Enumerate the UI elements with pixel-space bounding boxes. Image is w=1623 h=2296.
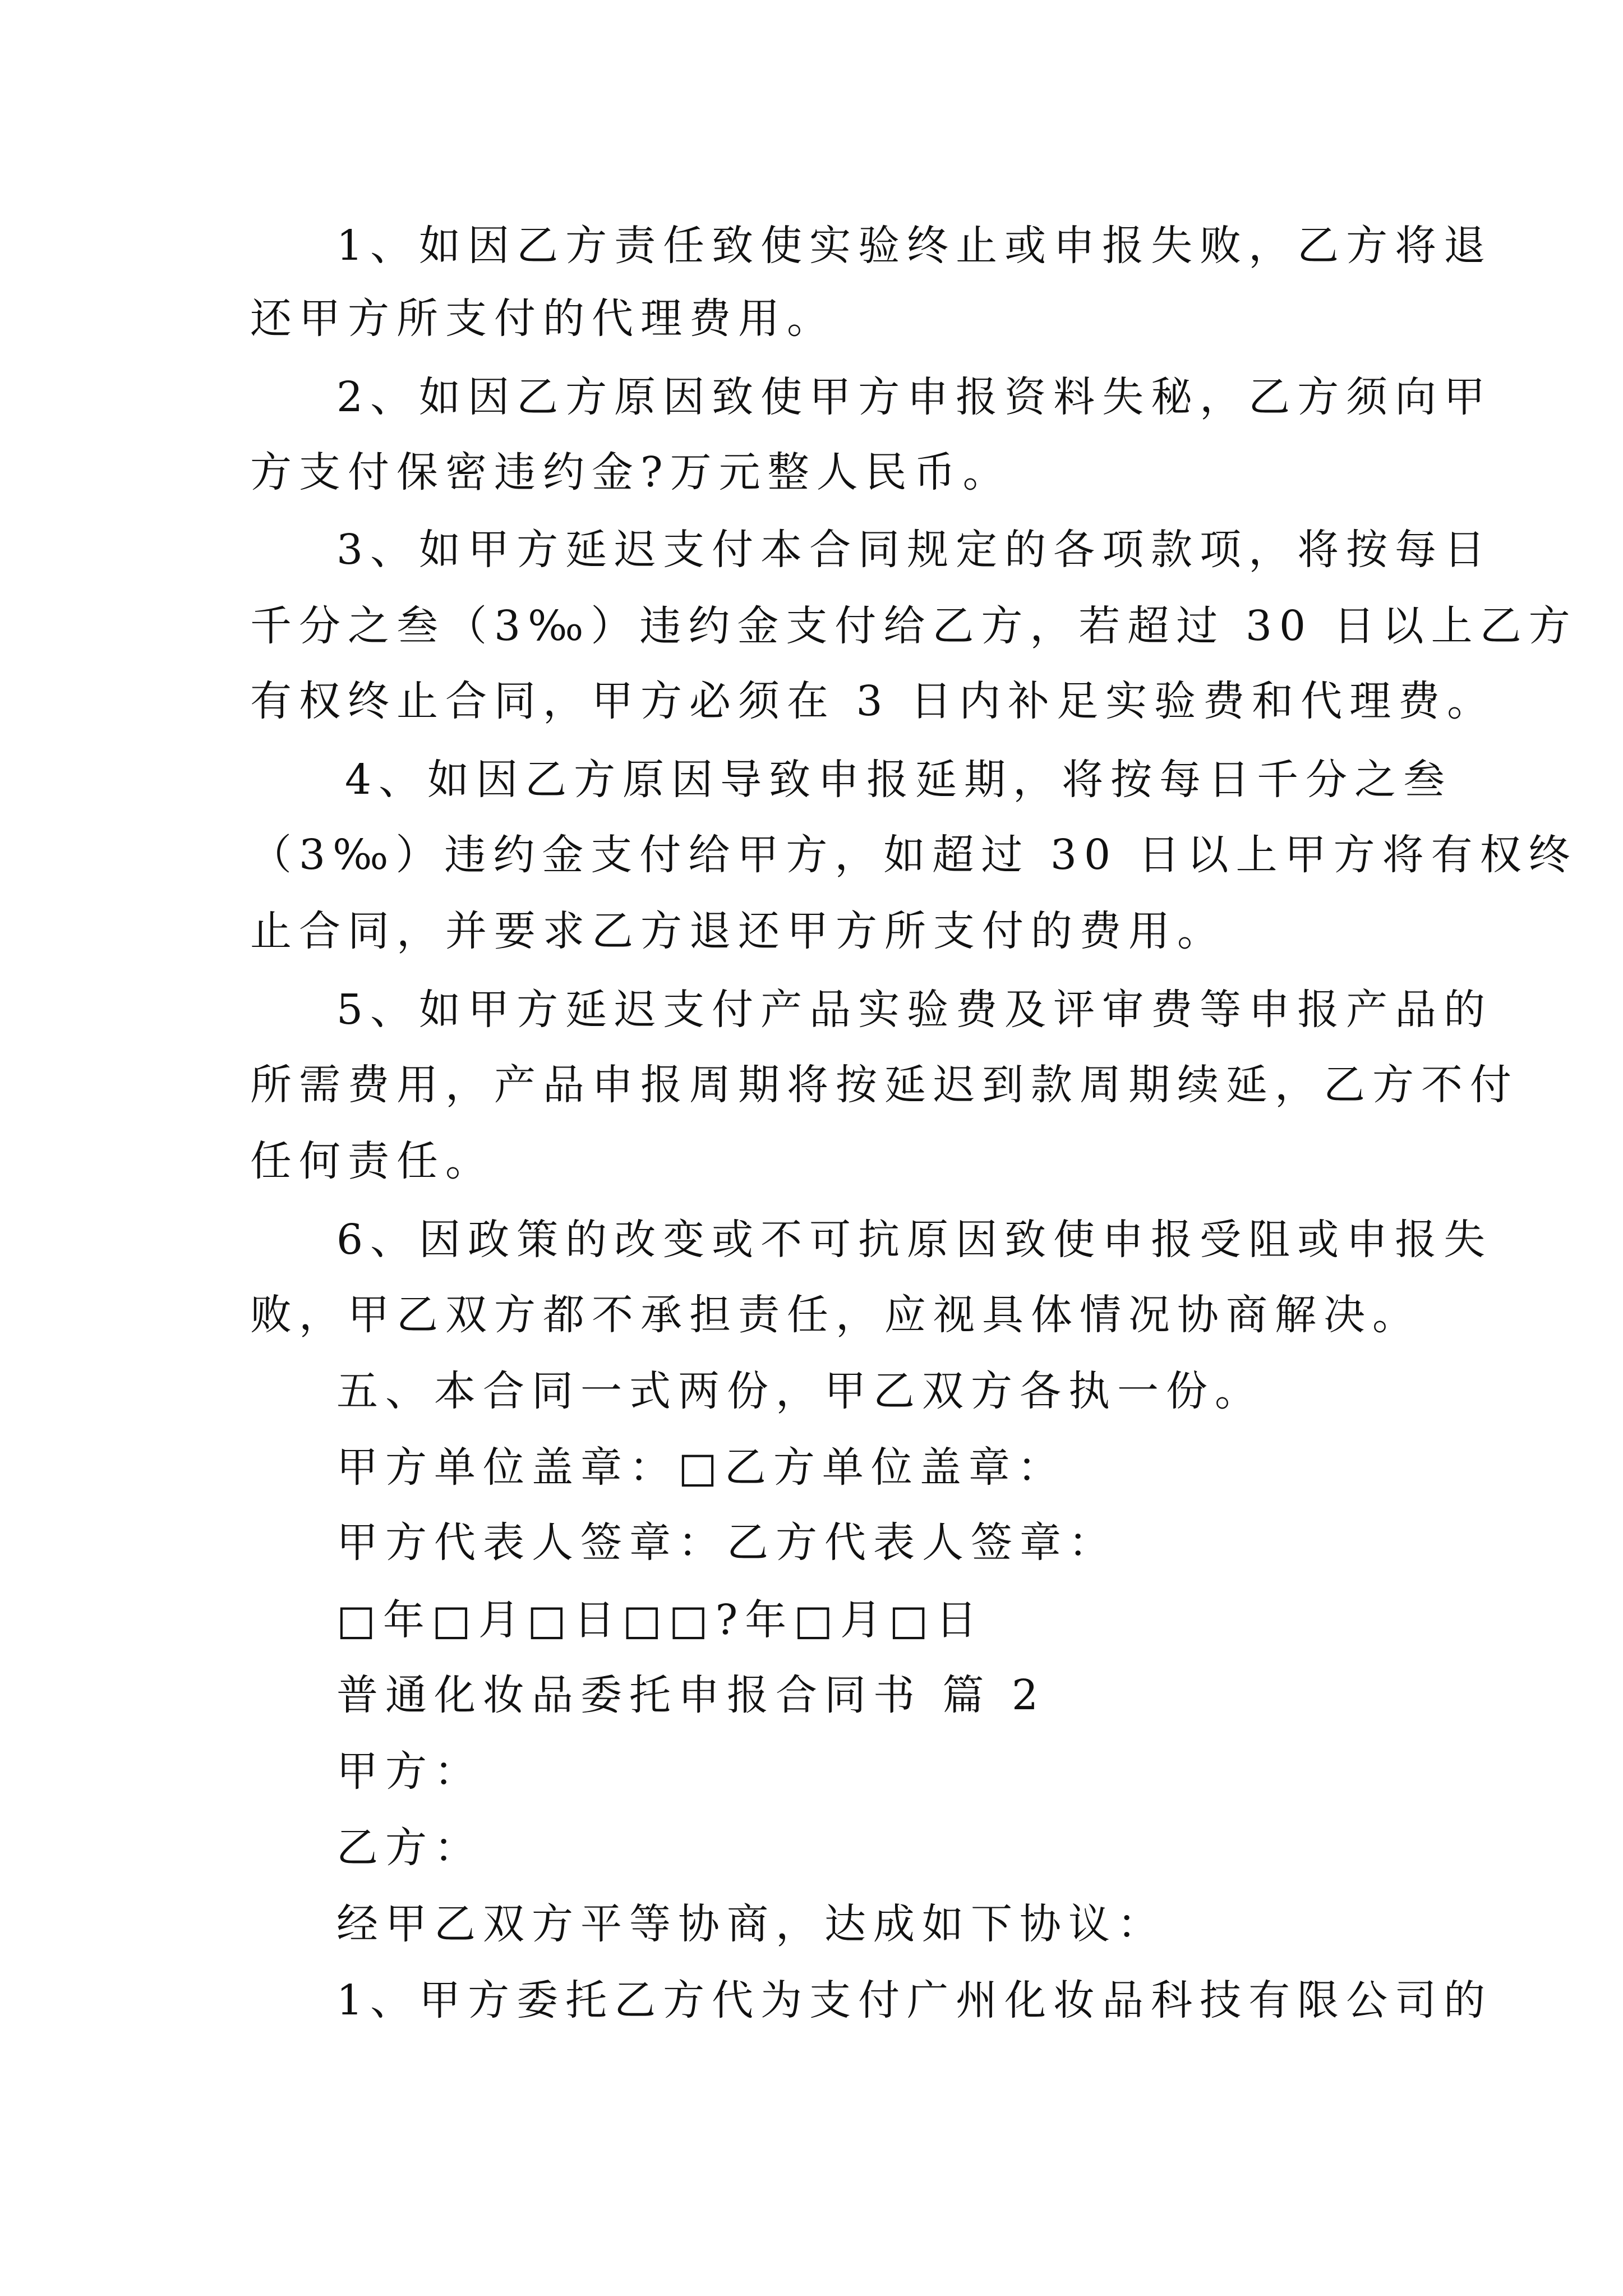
clause-4-line-2: （3‰）违约金支付给甲方，如超过 30 日以上甲方将有权终 bbox=[250, 831, 1578, 879]
seal-line: 甲方单位盖章：□乙方单位盖章： bbox=[336, 1443, 1066, 1492]
clause-5-line-1: 5、如甲方延迟支付产品实验费及评审费等申报产品的 bbox=[336, 986, 1493, 1034]
clause-3-line-2: 千分之叁（3‰）违约金支付给乙方，若超过 30 日以上乙方 bbox=[250, 602, 1578, 650]
clause-4-line-1: 4、如因乙方原因导致申报延期，将按每日千分之叁 bbox=[345, 756, 1453, 804]
clause-3-line-1: 3、如甲方延迟支付本合同规定的各项款项，将按每日 bbox=[336, 526, 1493, 574]
signature-line: 甲方代表人签章：乙方代表人签章： bbox=[336, 1519, 1117, 1567]
clause-4-line-3: 止合同，并要求乙方退还甲方所支付的费用。 bbox=[250, 907, 1226, 955]
agreement-intro: 经甲乙双方平等协商，达成如下协议： bbox=[336, 1900, 1166, 1948]
party-a: 甲方： bbox=[336, 1747, 483, 1796]
clause-2-line-1: 2、如因乙方原因致使甲方申报资料失秘，乙方须向甲 bbox=[336, 373, 1493, 421]
agreement-clause-1: 1、甲方委托乙方代为支付广州化妆品科技有限公司的 bbox=[336, 1976, 1493, 2024]
clause-3-line-3: 有权终止合同，甲方必须在 3 日内补足实验费和代理费。 bbox=[250, 677, 1496, 725]
clause-1-line-2: 还甲方所支付的代理费用。 bbox=[250, 295, 836, 343]
clause-five: 五、本合同一式两份，甲乙双方各执一份。 bbox=[336, 1367, 1264, 1415]
clause-2-line-2: 方支付保密违约金?万元整人民币。 bbox=[250, 448, 1012, 496]
clause-1-line-1: 1、如因乙方责任致使实验终止或申报失败，乙方将退 bbox=[336, 222, 1493, 270]
party-b: 乙方： bbox=[336, 1824, 483, 1872]
clause-6-line-2: 败，甲乙双方都不承担责任，应视具体情况协商解决。 bbox=[250, 1291, 1421, 1339]
clause-6-line-1: 6、因政策的改变或不可抗原因致使申报受阻或申报失 bbox=[336, 1216, 1493, 1264]
clause-5-line-3: 任何责任。 bbox=[250, 1137, 494, 1185]
date-line: □年□月□日□□?年□月□日 bbox=[336, 1596, 985, 1644]
clause-5-line-2: 所需费用，产品申报周期将按延迟到款周期续延，乙方不付 bbox=[250, 1061, 1519, 1109]
section-title: 普通化妆品委托申报合同书 篇 2 bbox=[336, 1671, 1046, 1719]
